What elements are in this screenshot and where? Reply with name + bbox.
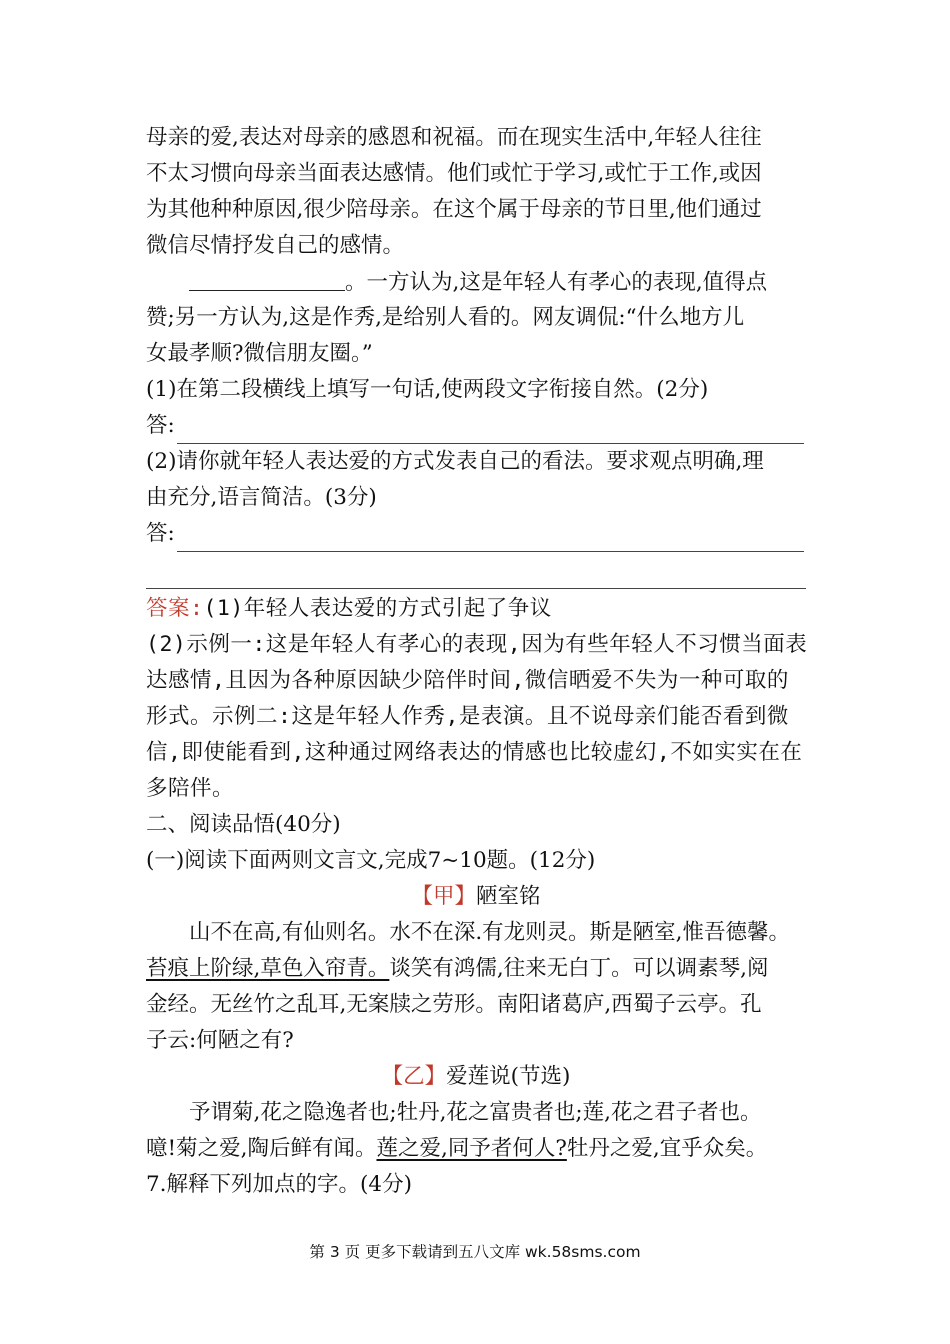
- passage-line: 微信尽情抒发自己的感情。: [146, 233, 405, 258]
- passage-line: 为其他种种原因,很少陪母亲。在这个属于母亲的节日里,他们通过: [146, 197, 762, 222]
- text-b-text: 噫!菊之爱,陶后鲜有闻。: [146, 1136, 377, 1161]
- answer-line: 信,即使能看到,这种通过网络表达的情感也比较虚幻,不如实实在在: [146, 740, 803, 765]
- answer-label-red: 答案:: [146, 596, 204, 621]
- answer-line: (2)示例一:这是年轻人有孝心的表现,因为有些年轻人不习惯当面表: [146, 632, 808, 657]
- text-a-line: [146, 951, 806, 987]
- answer-block: [146, 591, 806, 807]
- page-footer: 第 3 页 更多下载请到五八文库 wk.58sms.com: [309, 1243, 641, 1261]
- passage-line: 母亲的爱,表达对母亲的感恩和祝福。而在现实生活中,年轻人往往: [146, 125, 762, 150]
- text-a-line: 山不在高,有仙则名。水不在深.有龙则灵。斯是陋室,惟吾德馨。: [189, 920, 791, 945]
- answer-field-1[interactable]: [146, 408, 806, 444]
- passage-line: 女最孝顺?微信朋友圈。”: [146, 341, 373, 366]
- answer-field-2[interactable]: [146, 516, 806, 552]
- answer-line: 形式。示例二:这是年轻人作秀,是表演。且不说母亲们能否看到微: [146, 704, 789, 729]
- passage-para2-text: 。一方认为,这是年轻人有孝心的表现,值得点: [345, 270, 768, 295]
- answer-line: 多陪伴。: [146, 776, 235, 801]
- text-b-line: [146, 1131, 806, 1167]
- answer-label: 答:: [146, 521, 175, 546]
- text-a-tag: 【甲】: [411, 884, 476, 909]
- answer-line: 达感情,且因为各种原因缺少陪伴时间,微信晒爱不失为一种可取的: [146, 668, 789, 693]
- section-subheading: (一)阅读下面两则文言文,完成7~10题。(12分): [146, 848, 596, 873]
- passage-para2-first: [146, 264, 806, 300]
- answer-text: (1)年轻人表达爱的方式引起了争议: [203, 596, 552, 621]
- text-a-line: 金经。无丝竹之乱耳,无案牍之劳形。南阳诸葛庐,西蜀子云亭。孔: [146, 992, 762, 1017]
- text-b-line: 予谓菊,花之隐逸者也;牡丹,花之富贵者也;莲,花之君子者也。: [189, 1100, 762, 1125]
- answer-first-line: [146, 591, 806, 627]
- section-heading: 二、阅读品悟(40分): [146, 812, 341, 837]
- underlined-sentence: 苔痕上阶绿,草色入帘青。: [146, 956, 390, 981]
- text-b-title: [146, 1059, 806, 1095]
- text-a-title-text: 陋室铭: [476, 884, 541, 909]
- page-content: [146, 120, 806, 1203]
- underlined-sentence: 莲之爱,同予者何人?: [376, 1136, 567, 1161]
- answer-rule: [177, 421, 804, 444]
- text-b-text: 牡丹之爱,宜乎众矣。: [566, 1136, 768, 1161]
- text-a-text: 谈笑有鸿儒,往来无白丁。可以调素琴,阅: [389, 956, 769, 981]
- fill-in-blank[interactable]: [189, 264, 345, 291]
- question-1: (1)在第二段横线上填写一句话,使两段文字衔接自然。(2分): [146, 377, 709, 402]
- question-7: 7.解释下列加点的字。(4分): [146, 1172, 412, 1197]
- text-a-title: [146, 879, 806, 915]
- text-b-tag: 【乙】: [381, 1064, 447, 1089]
- answer-rule: [177, 529, 804, 552]
- text-b-title-text: 爱莲说(节选): [446, 1064, 571, 1089]
- question-2: (2)请你就年轻人表达爱的方式发表自己的看法。要求观点明确,理: [146, 449, 764, 474]
- passage-line: 不太习惯向母亲当面表达感情。他们或忙于学习,或忙于工作,或因: [146, 161, 762, 186]
- answer-label: 答:: [146, 413, 175, 438]
- text-a-line: 子云:何陋之有?: [146, 1028, 294, 1053]
- passage-line: 赞;另一方认为,这是作秀,是给别人看的。网友调侃:“什么地方儿: [146, 305, 745, 330]
- answer-rule-extra[interactable]: [146, 566, 806, 589]
- question-2-cont: 由充分,语言简洁。(3分): [146, 485, 377, 510]
